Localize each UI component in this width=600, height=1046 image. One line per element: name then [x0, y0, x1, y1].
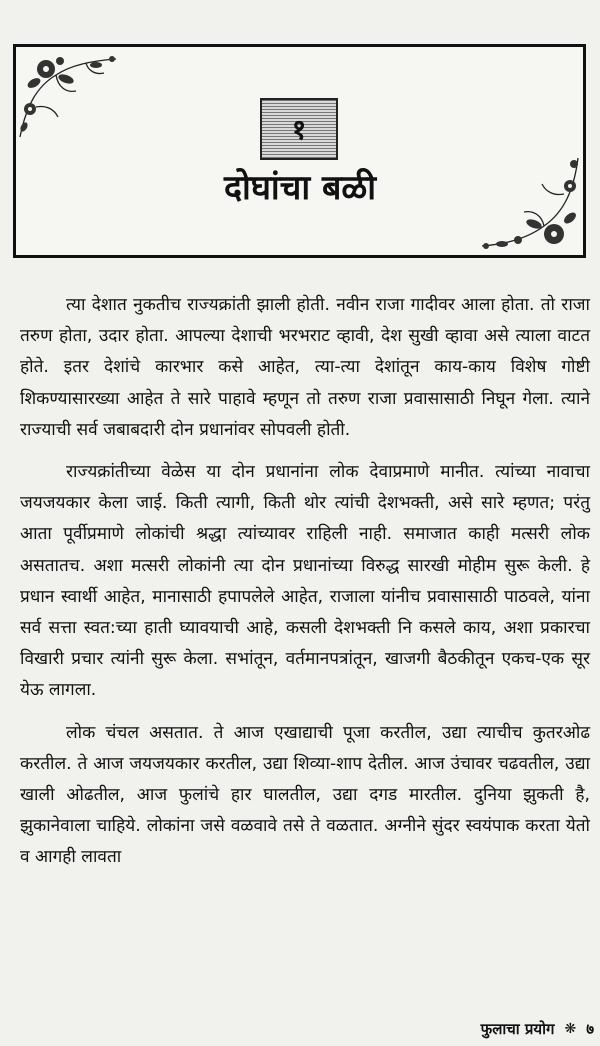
page-number: ७: [586, 1020, 594, 1038]
body-text: [20, 290, 590, 885]
page-footer: [414, 1018, 594, 1040]
floral-ornament-icon: [16, 47, 121, 147]
chapter-number: १: [260, 98, 338, 160]
paragraph-2: राज्यक्रांतीच्या वेळेस या दोन प्रधानांना लोक देवाप्रमाणे मानीत. त्यांच्या नावाचा जयजयकार केला जाई. किती त्यागी, किती थोर त्यांची देशभक्ती, असे सारे म्हणत; परंतु आता पूर्वीप्रमाणे लोकांची श्रद्धा त्यांच्यावर राहिली नाही. समाजात काही मत्सरी लोक असतातच. अशा मत्सरी लोकांनी त्या दोन प्रधानांच्या विरुद्ध सारखी मोहीम सुरू केली. हे प्रधान स्वार्थी आहेत, मानासाठी हपापलेले आहेत, राजाला यांनीच प्रवासासाठी पाठवले, यांना सर्व सत्ता स्वत:च्या हाती घ्यावयाची आहे, कसली देशभक्ती नि कसले काय, अशा प्रकारचा विखारी प्रचार त्यांनी सुरू केला. सभांतून, वर्तमानपत्रांतून, खाजगी बैठकीतून एकच-एक सूर येऊ लागला.: [20, 462, 590, 701]
paragraph-1: त्या देशात नुकतीच राज्यक्रांती झाली होती. नवीन राजा गादीवर आला होता. तो राजा तरुण होता, उदार होता. आपल्या देशाची भरभराट व्हावी, देश सुखी व्हावा असे त्याला वाटत होते. इतर देशांचे कारभार कसे आहेत, त्या-त्या देशांतून काय-काय विशेष गोष्टी शिकण्यासारख्या आहेत ते सारे पाहावे म्हणून तो तरुण राजा प्रवासासाठी निघून गेला. त्याने राज्याची सर्व जबाबदारी दोन प्रधानांवर सोपवली होती.: [20, 295, 590, 440]
chapter-title: दोघांचा बळी: [223, 168, 377, 208]
floral-ornament-icon: [478, 150, 583, 255]
paragraph-3: लोक चंचल असतात. ते आज एखाद्याची पूजा करतील, उद्या त्याचीच कुतरओढ करतील. ते आज जयजयकार करतील, उद्या शिव्या-शाप देतील. आज उंचावर चढवतील, उद्या खाली ओढतील, आज फुलांचे हार घालतील, उद्या दगड मारतील. दुनिया झुकती है, झुकानेवाला चाहिये. लोकांना जसे वळवावे तसे ते वळतात. अग्नीने सुंदर स्वयंपाक करता येतो व आगही लावता: [20, 722, 590, 868]
running-book-title: फुलाचा प्रयोग: [480, 1020, 555, 1038]
footer-separator-icon: ❋: [564, 1021, 577, 1037]
